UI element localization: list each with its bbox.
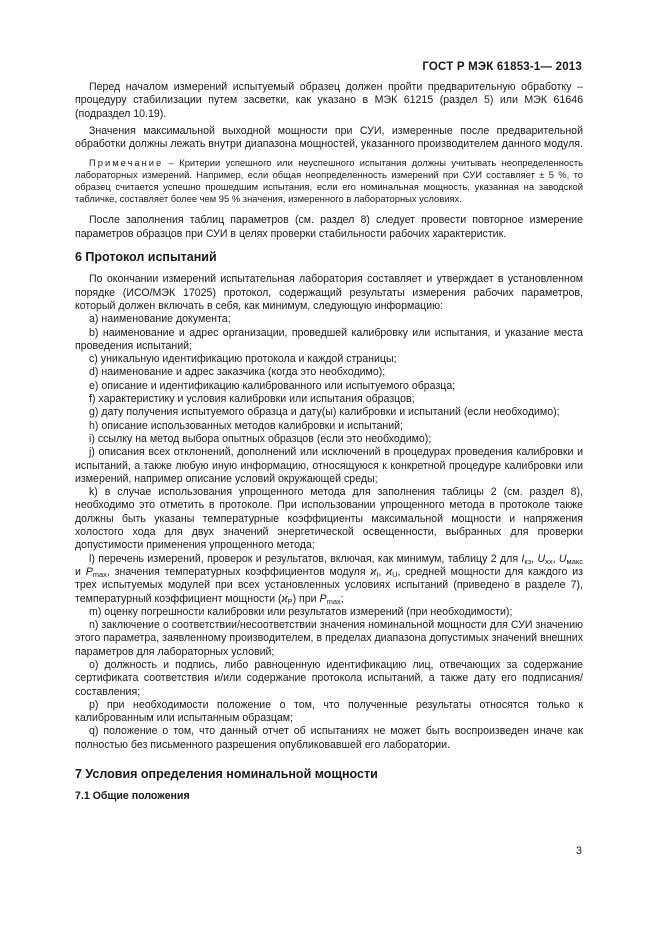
subscript: max xyxy=(326,596,341,606)
list-item: q) положение о том, что данный отчет об испытаниях не может быть воспроизведен иначе как полностью без письменного разрешения опубликовавшей его лаборатории. xyxy=(75,725,583,751)
subscript: P xyxy=(287,596,293,606)
page-body xyxy=(75,81,583,804)
standard-header: ГОСТ Р МЭК 61853-1— 2013 xyxy=(422,61,582,73)
subsection-7-1-title: 7.1 Общие положения xyxy=(75,790,190,803)
subscript: max xyxy=(92,569,107,579)
symbol-p: P xyxy=(319,592,327,605)
item-l-text: и xyxy=(75,565,86,578)
section-7-title: 7 Условия определения номинальной мощности xyxy=(75,767,378,782)
separator: , xyxy=(531,552,538,565)
list-item: a) наименование документа; xyxy=(89,313,231,326)
section-6-title: 6 Протокол испытаний xyxy=(75,250,217,265)
note-label: Примечание xyxy=(89,157,164,169)
separator: , xyxy=(378,565,387,578)
intro-paragraph-2: Значения максимальной выходной мощности при СУИ, измеренные после предварительной обработки должны лежать внутри диапазона мощностей, указанного производителем данного модуля. xyxy=(75,124,583,151)
list-item: j) описания всех отклонений, дополнений или исключений в процедурах проведения калибровки и испытаний, а также любую иную информацию, относящуюся к конкретной процедуре калибровки или измерений, например описание условий окружающей среды; xyxy=(75,446,583,485)
subscript: U xyxy=(392,569,398,579)
list-item: g) дату получения испытуемого образца и дату(ы) калибровки и испытаний (если необходимо); xyxy=(89,406,560,419)
list-item: i) ссылку на метод выбора опытных образцов (если это необходимо); xyxy=(89,432,432,445)
list-item: k) в случае использования упрощенного метода для заполнения таблицы 2 (см. раздел 8), необходимо это отметить в протоколе. При использовании упрощенного метода в протоколе также должны быть указаны температурные коэффициенты максимальной мощности и напряжения холостого хода для двух значений энергетической освещенности, выбранных для проверки допустимости применения упрощенного метода; xyxy=(75,486,583,552)
list-item: o) должность и подпись, либо равноценную идентификацию лиц, отвечающих за содержание сертификата соответствия и/или содержание протокола испытаний, а также дату его подписания/составления; xyxy=(75,658,583,698)
list-item-l xyxy=(75,553,583,606)
intro-paragraph-1: Перед началом измерений испытуемый образец должен пройти предварительную обработку – процедуру стабилизации путем засветки, как указано в МЭК 61215 (раздел 5) или МЭК 61646 (подраздел 10.19). xyxy=(75,81,583,120)
subscript: I xyxy=(376,569,379,579)
item-l-text: ) при xyxy=(292,592,320,605)
list-item: c) уникальную идентификацию протокола и каждой страницы; xyxy=(89,353,397,366)
item-l-text: , средней мощности для каждого из трех испытуемых модулей при всех установленных условиях испытаний (приведено в разделе 7), температурный коэффициент мощности ( xyxy=(75,565,583,605)
intro-paragraph-3: После заполнения таблиц параметров (см. раздел 8) следует провести повторное измерение параметров образцов при СУИ в целях проверки стабильности рабочих характеристик. xyxy=(75,214,583,240)
symbol-kappa: ϰ xyxy=(281,592,288,605)
list-item: p) при необходимости положение о том, что полученные результаты относятся только к калиброванным или испытанным образцам; xyxy=(75,698,583,725)
list-item: f) характеристику и условия калибровки или испытания образцов; xyxy=(89,393,415,406)
symbol-i: I xyxy=(521,552,525,565)
list-item: n) заключение о соответствии/несоответствии значения номинальной мощности для СУИ значению этого параметра, заявленному производителем, в пределах диапазона допустимых значений внешних параметров для лабораторных условий; xyxy=(75,619,583,658)
symbol-kappa: ϰ xyxy=(370,565,377,578)
subscript: кз xyxy=(524,556,532,566)
list-item: m) оценку погрешности калибровки или результатов измерений (при необходимости); xyxy=(89,605,513,618)
symbol-u: U xyxy=(537,552,546,565)
separator: , xyxy=(552,552,559,565)
page-number: 3 xyxy=(575,845,582,857)
item-l-text: l) перечень измерений, проверок и результатов, включая, как минимум, таблицу 2 для xyxy=(89,552,522,565)
symbol-p: P xyxy=(85,565,93,578)
symbol-u: U xyxy=(558,552,567,565)
section-6-lead: По окончании измерений испытательная лаборатория составляет и утверждает в установленном порядке (ИСО/МЭК 17025) протокол, содержащий результаты измерения рабочих параметров, который должен включать в себя, как минимум, следующую информацию: xyxy=(75,273,583,312)
subscript: макс xyxy=(566,556,583,566)
item-l-text: , значения температурных коэффициентов модуля xyxy=(106,565,371,578)
list-item: h) описание использованных методов калибровки и испытаний; xyxy=(89,419,403,432)
subscript: хх xyxy=(545,556,553,566)
list-item: b) наименование и адрес организации, проведшей калибровку или испытания, и указание места проведения испытаний; xyxy=(75,326,583,352)
note-block xyxy=(75,157,583,205)
list-item: e) описание и идентификацию калиброванного или испытуемого образца; xyxy=(89,379,456,392)
note-text: – Критерии успешного или неуспешного испытания должны учитывать неопределенность лабораторных измерений. Например, если общая неопределенность измерений при СУИ составляет ± 5 %, то образец считается успешно прошедшим испытания, если его номинальная мощность, указанная на заводской табличке, составляет более чем 95 % значения, измеренного в лабораторных условиях. xyxy=(75,157,583,205)
item-l-text: ; xyxy=(340,592,344,605)
list-item: d) наименование и адрес заказчика (когда это необходимо); xyxy=(89,366,386,379)
symbol-kappa: ϰ xyxy=(386,565,393,578)
